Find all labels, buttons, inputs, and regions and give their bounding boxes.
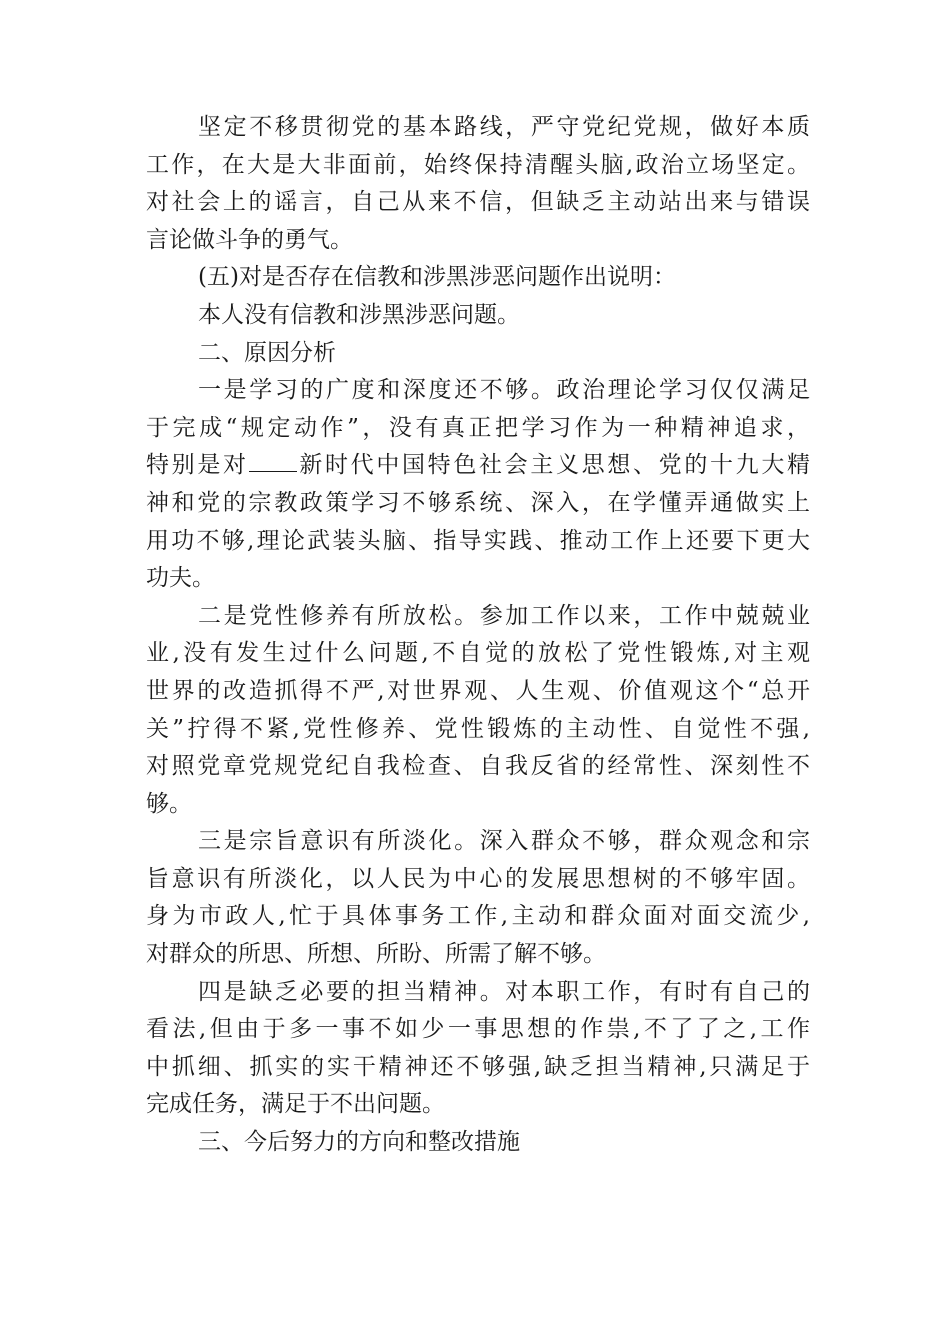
section-heading: 二、原因分析 (198, 339, 336, 366)
text-line: 身为市政人,忙于具体事务工作,主动和群众面对面交流少, (146, 903, 810, 930)
text-line: 看法,但由于多一事不如少一事思想的作祟,不了了之,工作 (146, 1016, 810, 1043)
text-line: 对群众的所思、所想、所盼、所需了解不够。 (146, 941, 606, 968)
text-line: 本人没有信教和涉黑涉恶问题。 (198, 301, 520, 328)
text-segment: 特别是对 (146, 452, 249, 479)
text-line: 一是学习的广度和深度还不够。政治理论学习仅仅满足 (198, 377, 810, 404)
text-line: 世界的改造抓得不严,对世界观、人生观、价值观这个“总开 (146, 677, 810, 704)
text-line: 业,没有发生过什么问题,不自觉的放松了党性锻炼,对主观 (146, 640, 810, 667)
text-segment: 新时代中国特色社会主义思想、党的十九大精 (296, 452, 811, 479)
fill-in-blank (249, 448, 297, 472)
text-line: 神和党的宗教政策学习不够系统、深入，在学懂弄通做实上 (146, 489, 810, 516)
text-line: 工作，在大是大非面前，始终保持清醒头脑,政治立场坚定。 (146, 151, 810, 178)
document-page (146, 109, 810, 1162)
text-line: 对照党章党规党纪自我检查、自我反省的经常性、深刻性不 (146, 753, 810, 780)
text-line: 言论做斗争的勇气。 (146, 226, 353, 253)
text-line: 坚定不移贯彻党的基本路线，严守党纪党规，做好本质 (198, 114, 810, 140)
text-line: 功夫。 (146, 565, 215, 592)
text-line: 四是缺乏必要的担当精神。对本职工作，有时有自己的 (198, 978, 810, 1005)
text-line: 旨意识有所淡化，以人民为中心的发展思想树的不够牢固。 (146, 865, 810, 892)
text-line: 中抓细、抓实的实干精神还不够强,缺乏担当精神,只满足于 (146, 1053, 810, 1080)
text-line: 二是党性修养有所放松。参加工作以来，工作中兢兢业 (198, 602, 810, 629)
section-heading: 三、今后努力的方向和整改措施 (198, 1129, 520, 1156)
text-line (146, 447, 810, 485)
text-line: 三是宗旨意识有所淡化。深入群众不够，群众观念和宗 (198, 828, 810, 855)
subsection-heading: (五)对是否存在信教和涉黑涉恶问题作出说明： (198, 264, 676, 291)
text-line: 用功不够,理论武装头脑、指导实践、推动工作上还要下更大 (146, 527, 810, 554)
text-line: 完成任务，满足于不出问题。 (146, 1091, 445, 1118)
text-line: 关”拧得不紧,党性修养、党性锻炼的主动性、自觉性不强, (146, 715, 810, 742)
text-line: 够。 (146, 790, 192, 817)
text-line: 对社会上的谣言，自己从来不信，但缺乏主动站出来与错误 (146, 189, 810, 216)
text-line: 于完成“规定动作”，没有真正把学习作为一种精神追求， (146, 414, 810, 441)
